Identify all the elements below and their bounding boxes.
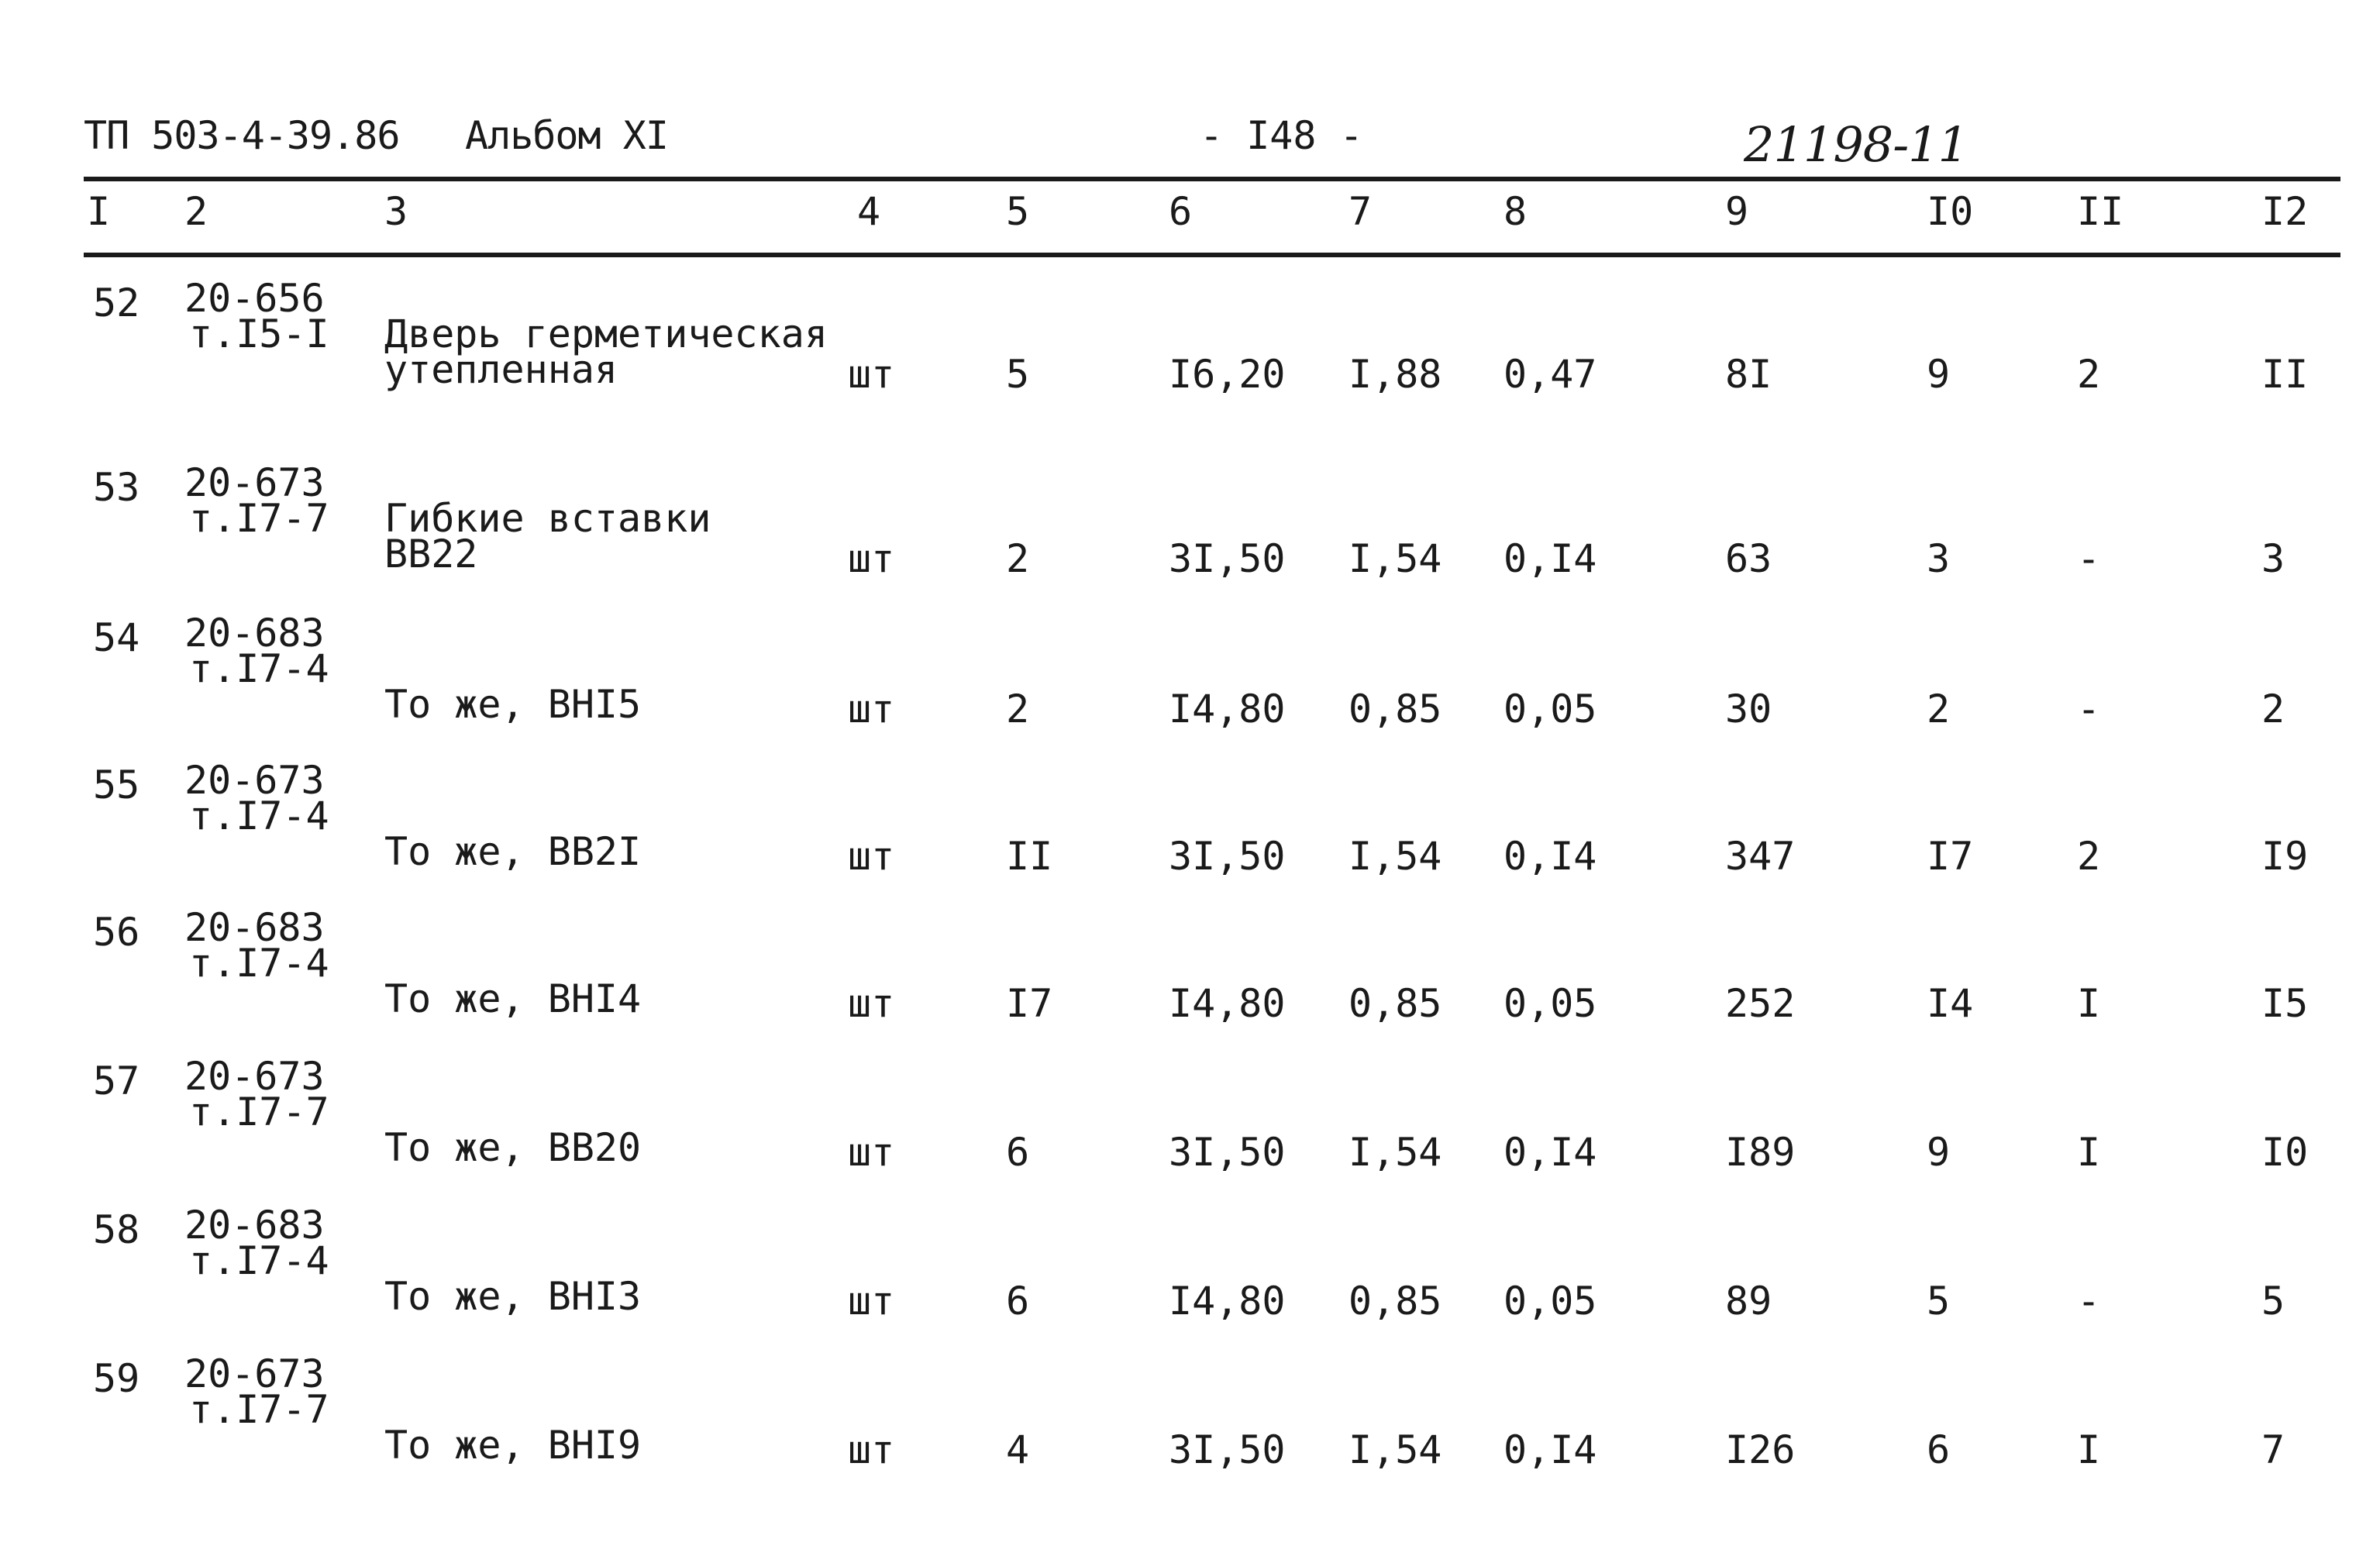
price-code-line: т.I7-4 <box>189 646 329 691</box>
row-number: 53 <box>93 465 140 510</box>
value-col-6: I6,20 <box>1169 352 1286 397</box>
table-row <box>0 1339 2380 1479</box>
value-col-11: - <box>2077 1279 2101 1324</box>
row-number: 57 <box>93 1059 140 1103</box>
column-header: I0 <box>1927 189 1974 234</box>
value-col-9: 30 <box>1725 687 1772 732</box>
value-col-9: 347 <box>1725 834 1796 879</box>
price-code-line: 20-673 <box>184 1054 325 1099</box>
price-code-line: т.I7-7 <box>189 1387 329 1432</box>
value-col-5: 5 <box>1006 352 1030 397</box>
price-code <box>184 1054 329 1134</box>
value-col-8: 0,I4 <box>1503 1427 1597 1472</box>
price-code-line: т.I7-7 <box>189 1090 329 1134</box>
value-col-12: II <box>2261 352 2309 397</box>
value-col-8: 0,I4 <box>1503 536 1597 581</box>
value-col-12: 2 <box>2261 687 2285 732</box>
price-code-line: 20-673 <box>184 758 325 803</box>
column-header: 5 <box>1006 189 1030 234</box>
value-col-10: 5 <box>1927 1279 1951 1324</box>
price-code-line: 20-673 <box>184 1351 325 1396</box>
column-header: I2 <box>2261 189 2309 234</box>
value-col-5: I7 <box>1006 981 1053 1026</box>
unit: шт <box>848 1130 895 1175</box>
unit: шт <box>848 536 895 581</box>
column-header: II <box>2077 189 2124 234</box>
value-col-10: I7 <box>1927 834 1974 879</box>
row-number: 52 <box>93 281 140 325</box>
column-header: 3 <box>384 189 408 234</box>
top-rule <box>84 177 2340 181</box>
row-number: 55 <box>93 763 140 807</box>
table-row <box>0 598 2380 738</box>
price-code-line: 20-673 <box>184 460 325 505</box>
value-col-6: 3I,50 <box>1169 1427 1286 1472</box>
price-code-line: т.I7-4 <box>189 941 329 986</box>
price-code-line: 20-656 <box>184 276 325 321</box>
column-header: 9 <box>1725 189 1749 234</box>
value-col-6: I4,80 <box>1169 981 1286 1026</box>
handwritten-number: 21198-11 <box>1744 116 1968 173</box>
unit: шт <box>848 981 895 1026</box>
price-code-line: т.I5-I <box>189 312 329 356</box>
item-name <box>384 1274 642 1319</box>
value-col-5: 2 <box>1006 536 1030 581</box>
value-col-9: 252 <box>1725 981 1796 1026</box>
value-col-6: 3I,50 <box>1169 1130 1286 1175</box>
value-col-11: 2 <box>2077 352 2101 397</box>
value-col-5: 4 <box>1006 1427 1030 1472</box>
column-header: 7 <box>1348 189 1373 234</box>
value-col-7: I,54 <box>1348 834 1442 879</box>
price-code <box>184 460 329 541</box>
price-code-line: т.I7-4 <box>189 1238 329 1283</box>
item-name <box>384 496 711 577</box>
price-code-line: т.I7-4 <box>189 793 329 838</box>
item-name-line: То же, ВНI9 <box>384 1423 642 1468</box>
value-col-8: 0,05 <box>1503 981 1597 1026</box>
value-col-12: 7 <box>2261 1427 2285 1472</box>
value-col-11: I <box>2077 981 2101 1026</box>
value-col-5: 2 <box>1006 687 1030 732</box>
row-number: 54 <box>93 615 140 660</box>
value-col-6: 3I,50 <box>1169 834 1286 879</box>
unit: шт <box>848 687 895 732</box>
value-col-9: I89 <box>1725 1130 1796 1175</box>
price-code <box>184 1351 329 1432</box>
value-col-10: 9 <box>1927 1130 1951 1175</box>
value-col-10: I4 <box>1927 981 1974 1026</box>
value-col-11: - <box>2077 687 2101 732</box>
price-code <box>184 905 329 986</box>
item-name-line: Дверь герметическая <box>384 312 828 356</box>
value-col-7: I,54 <box>1348 1427 1442 1472</box>
column-header: 4 <box>857 189 881 234</box>
value-col-11: 2 <box>2077 834 2101 879</box>
value-col-8: 0,47 <box>1503 352 1597 397</box>
value-col-6: 3I,50 <box>1169 536 1286 581</box>
value-col-12: 3 <box>2261 536 2285 581</box>
row-number: 58 <box>93 1207 140 1252</box>
price-code <box>184 276 329 356</box>
unit: шт <box>848 834 895 879</box>
item-name-line: ВВ22 <box>384 532 478 577</box>
table-body <box>0 263 2380 1519</box>
table-row <box>0 745 2380 885</box>
item-name <box>384 682 642 727</box>
value-col-8: 0,05 <box>1503 687 1597 732</box>
value-col-11: - <box>2077 536 2101 581</box>
value-col-7: I,54 <box>1348 536 1442 581</box>
item-name-line: То же, ВВ20 <box>384 1125 642 1170</box>
value-col-9: 8I <box>1725 352 1772 397</box>
header-rule <box>84 253 2340 257</box>
page-number: - I48 - <box>1200 113 1363 158</box>
price-code <box>184 758 329 838</box>
value-col-9: I26 <box>1725 1427 1796 1472</box>
column-header: 2 <box>184 189 208 234</box>
unit: шт <box>848 1279 895 1324</box>
row-number: 56 <box>93 910 140 955</box>
document-code: ТП 503-4-39.86 <box>84 113 400 158</box>
value-col-5: II <box>1006 834 1053 879</box>
value-col-8: 0,I4 <box>1503 834 1597 879</box>
value-col-12: I0 <box>2261 1130 2309 1175</box>
item-name <box>384 1125 642 1170</box>
table-row <box>0 263 2380 403</box>
column-header: 6 <box>1169 189 1193 234</box>
price-code-line: 20-683 <box>184 905 325 950</box>
unit: шт <box>848 1427 895 1472</box>
value-col-9: 89 <box>1725 1279 1772 1324</box>
value-col-10: 6 <box>1927 1427 1951 1472</box>
value-col-7: I,54 <box>1348 1130 1442 1175</box>
page-header <box>0 0 2380 178</box>
value-col-11: I <box>2077 1130 2101 1175</box>
row-number: 59 <box>93 1356 140 1401</box>
item-name-line: То же, ВНI3 <box>384 1274 642 1319</box>
price-code <box>184 611 329 691</box>
value-col-5: 6 <box>1006 1130 1030 1175</box>
column-header: 8 <box>1503 189 1528 234</box>
value-col-10: 9 <box>1927 352 1951 397</box>
item-name-line: То же, ВВ2I <box>384 829 642 874</box>
table-row <box>0 1041 2380 1181</box>
unit: шт <box>848 352 895 397</box>
value-col-7: 0,85 <box>1348 1279 1442 1324</box>
value-col-8: 0,05 <box>1503 1279 1597 1324</box>
item-name-line: То же, ВНI5 <box>384 682 642 727</box>
value-col-12: I9 <box>2261 834 2309 879</box>
item-name-line: утепленная <box>384 347 618 392</box>
table-row <box>0 1190 2380 1330</box>
price-code-line: 20-683 <box>184 1203 325 1248</box>
price-code-line: т.I7-7 <box>189 496 329 541</box>
value-col-7: 0,85 <box>1348 981 1442 1026</box>
value-col-5: 6 <box>1006 1279 1030 1324</box>
table-row <box>0 448 2380 587</box>
value-col-7: 0,85 <box>1348 687 1442 732</box>
price-code-line: 20-683 <box>184 611 325 656</box>
value-col-8: 0,I4 <box>1503 1130 1597 1175</box>
item-name <box>384 976 642 1021</box>
value-col-10: 3 <box>1927 536 1951 581</box>
item-name <box>384 312 828 392</box>
item-name-line: То же, ВНI4 <box>384 976 642 1021</box>
value-col-10: 2 <box>1927 687 1951 732</box>
value-col-11: I <box>2077 1427 2101 1472</box>
column-header: I <box>87 189 111 234</box>
price-code <box>184 1203 329 1283</box>
item-name <box>384 1423 642 1468</box>
value-col-6: I4,80 <box>1169 1279 1286 1324</box>
value-col-7: I,88 <box>1348 352 1442 397</box>
value-col-12: I5 <box>2261 981 2309 1026</box>
table-row <box>0 893 2380 1032</box>
album-label: Альбом XI <box>465 113 668 158</box>
value-col-9: 63 <box>1725 536 1772 581</box>
item-name-line: Гибкие вставки <box>384 496 711 541</box>
column-header-row <box>0 189 2380 243</box>
item-name <box>384 829 642 874</box>
value-col-6: I4,80 <box>1169 687 1286 732</box>
value-col-12: 5 <box>2261 1279 2285 1324</box>
